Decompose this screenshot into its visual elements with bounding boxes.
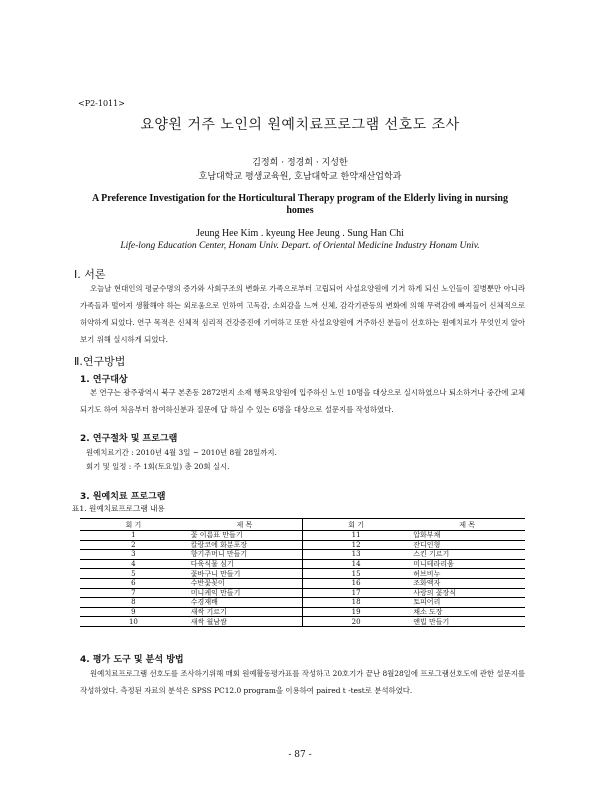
column-header: 회 기 [302,519,409,531]
subsection-4-heading: 4. 평가 도구 및 분석 방법 [80,655,184,665]
column-header: 제 목 [187,519,303,531]
section-1-text [80,280,525,348]
table-row [80,559,525,569]
table-row [80,550,525,560]
table-row [80,617,525,627]
session-number-cell: 14 [302,559,409,569]
session-number-cell: 12 [302,540,409,550]
session-number-cell: 16 [302,578,409,588]
table-row [80,540,525,550]
program-title-cell: 조화액자 [409,578,525,588]
table-row [80,569,525,579]
session-number-cell: 2 [80,540,187,550]
subsection-4-text [80,665,525,699]
program-title-cell: 사랑의 꽃장식 [409,588,525,598]
session-number-cell: 19 [302,607,409,617]
authors-english: Jeung Hee Kim . kyeung Hee Jeung . Sung Han Chi [196,228,404,239]
paper-title-english: A Preference Investigation for the Horticultural Therapy program of the Elderly living in nursing homes [91,193,508,216]
session-number-cell: 7 [80,588,187,598]
session-number-cell: 13 [302,550,409,560]
program-title-cell: 미니케익 만들기 [187,588,303,598]
session-number-cell: 1 [80,531,187,541]
program-title-cell: 압화부채 [409,531,525,541]
page-number: - 87 - [288,750,312,760]
section-1-heading: Ⅰ. 서론 [74,268,106,281]
paper-title-korean: 요양원 거주 노인의 원예치료프로그램 선호도 조사 [140,117,460,133]
column-header: 제 목 [409,519,525,531]
study-subjects-paragraph: 본 연구는 광주광역시 북구 본촌동 2872번지 소재 행복요양원에 입주하신 노인 10명을 대상으로 실시하였으나 퇴소하거나 중간에 교체되기도 하여 처음부터 참여하신분과 질문에 답 하실 수 있는 6명을 대상으로 설문지를 작성하였다. [80,388,525,414]
program-title-cell: 칼랑코에 화분포장 [187,540,303,550]
introduction-paragraph: 오늘날 현대인의 평균수명의 증가와 사회구조의 변화로 가족으로부터 고립되어 사설요양원에 기거 하게 되신 노인들이 질병뿐만 아니라 가족들과 떨어져 생활해야 하는 외로움으로 인하여 고독감, 소외감을 느껴 신체, 감각기관등의 변화에 의해 무력감에 빠져들어 신체적으로 허약하게 되었다. 연구 목적은 신체적 심리적 건강증진에 기여하고 또한 사설요양원에 거주하신 분들이 선호하는 원예치료가 무엇인지 알아보기 위해 실시하게 되었다. [80,284,525,344]
session-number-cell: 15 [302,569,409,579]
program-title-cell: 토피어리 [409,598,525,608]
session-number-cell: 5 [80,569,187,579]
program-title-cell: 새싹 기르기 [187,607,303,617]
subsection-1-heading: 1. 연구대상 [80,375,128,385]
affiliation-english: Life-long Education Center, Honam Univ. Depart. of Oriental Medicine Industry Honam Univ. [120,241,480,251]
program-title-cell: 수반꽃꽂이 [187,578,303,588]
program-title-cell: 채소 도장 [409,607,525,617]
program-title-cell: 수경재배 [187,598,303,608]
program-title-cell: 잔디인형 [409,540,525,550]
program-title-cell: 앤빕 만들기 [409,617,525,627]
program-title-cell: 스킨 기르기 [409,550,525,560]
session-number-cell: 8 [80,598,187,608]
authors-korean: 김정희 · 정경희 · 지성한 [252,158,348,168]
session-number-cell: 6 [80,578,187,588]
subsection-1-text [80,384,525,418]
program-table [80,518,525,627]
session-number-cell: 18 [302,598,409,608]
affiliation-korean: 호남대학교 평생교육원, 호남대학교 한약재산업학과 [198,172,402,182]
table-caption: 표1. 원예치료프로그램 내용 [72,504,165,513]
evaluation-paragraph: 원예치료프로그램 선호도를 조사하기위해 매회 원예활동평가표를 작성하고 20호기가 끝난 8월28일에 프로그램선호도에 관한 설문지를 작성하였다. 측정된 자료의 분석은 SPSS PC12.0 program을 이용하여 paired t -test로 분석하였다. [80,669,525,695]
subsection-2-heading: 2. 연구절차 및 프로그램 [80,434,178,444]
table-row [80,598,525,608]
session-number-cell: 11 [302,531,409,541]
table-row [80,588,525,598]
session-number-cell: 20 [302,617,409,627]
table-row [80,607,525,617]
table-row [80,531,525,541]
session-schedule: 회기 및 일정 : 주 1회(토요일) 총 20회 실시. [86,462,230,471]
paper-code: <P2-1011> [78,99,125,108]
program-title-cell: 허브비누 [409,569,525,579]
table-header-row [80,519,525,531]
therapy-period: 원예치료기간 : 2010년 4월 3일 ~ 2010년 8월 28일까지. [86,448,277,457]
section-2-heading: Ⅱ.연구방법 [74,355,126,368]
session-number-cell: 3 [80,550,187,560]
session-number-cell: 9 [80,607,187,617]
program-title-cell: 꽃 이름표 만들기 [187,531,303,541]
subsection-3-heading: 3. 원예치료 프로그램 [80,492,166,502]
table-row [80,578,525,588]
program-title-cell: 다육식물 심기 [187,559,303,569]
column-header: 회 기 [80,519,187,531]
session-number-cell: 17 [302,588,409,598]
program-title-cell: 새싹 월남쌈 [187,617,303,627]
program-title-cell: 미니테라리움 [409,559,525,569]
program-title-cell: 꽃바구니 만들기 [187,569,303,579]
session-number-cell: 4 [80,559,187,569]
session-number-cell: 10 [80,617,187,627]
program-title-cell: 향기주머니 만들기 [187,550,303,560]
